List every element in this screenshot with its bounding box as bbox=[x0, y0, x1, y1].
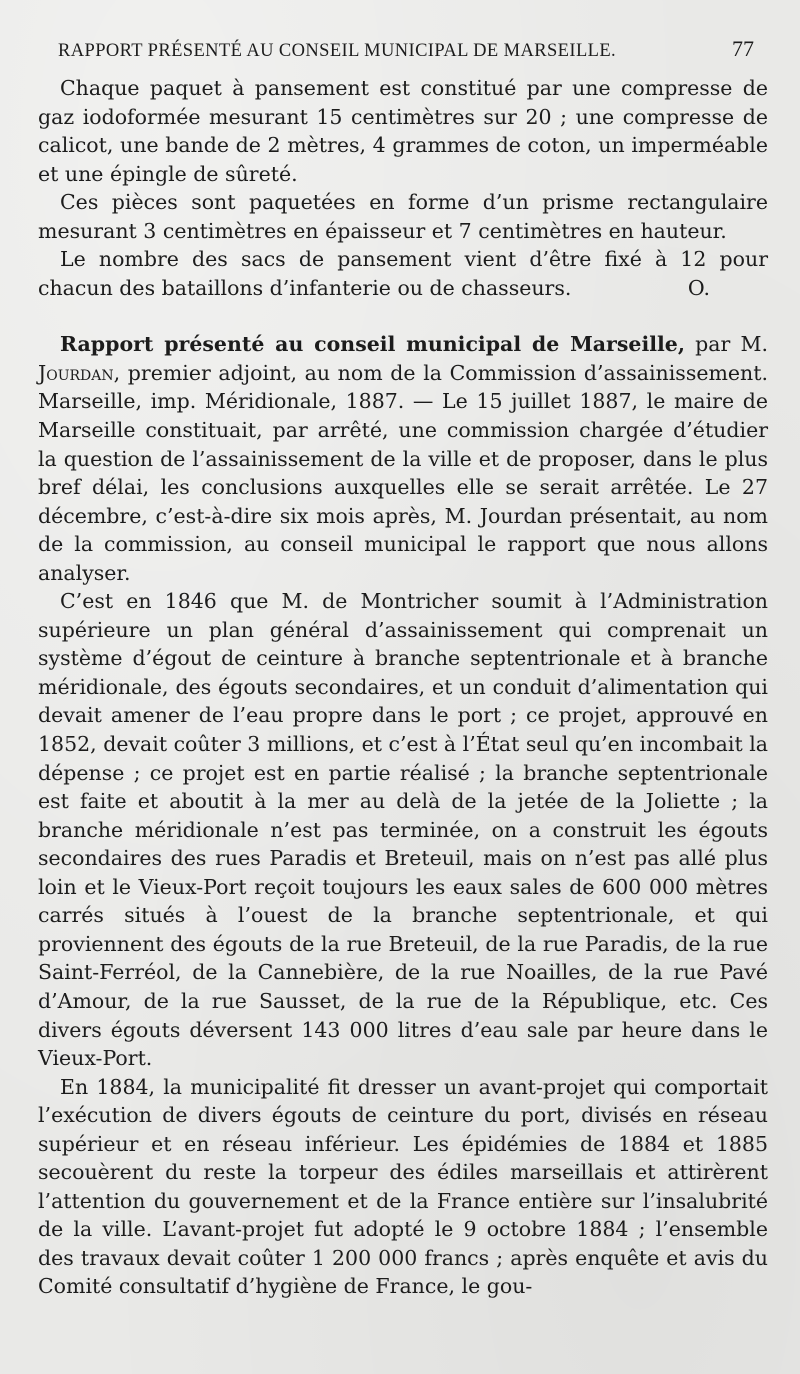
running-head bbox=[58, 36, 754, 66]
dressing-bags-text: Le nombre des sacs de pansement vient d’être fixé à 12 pour chacun des bataillons d’infanterie ou de chasseurs. bbox=[38, 247, 768, 300]
review-by: par M. bbox=[685, 332, 768, 357]
review-title: Rapport présenté au conseil municipal de Marseille, bbox=[60, 332, 685, 357]
paragraph-dressing-bags bbox=[38, 245, 768, 302]
paragraph-dressing-dimensions: Ces pièces sont paquetées en forme d’un prisme rectangulaire mesurant 3 centimètres en épaisseur et 7 centimètres en hauteur. bbox=[38, 190, 768, 243]
paragraph-montricher-plan: C’est en 1846 que M. de Montricher soumit à l’Administration supérieure un plan général d’assainissement qui comprenait un système d’égout de ceinture à branche septentrionale et à branche méridionale, des égouts secondaires, et un conduit d’alimentation qui devait amener de l’eau propre dans le port ; ce projet, approuvé en 1852, devait coûter 3 millions, et c’est à l’État seul qu’en incombait la dépense ; ce projet est en partie réalisé ; la branche septentrionale est faite et aboutit à la mer au delà de la jetée de la Joliette ; la branche méridionale n’est pas terminée, on a construit les égouts secondaires des rues Paradis et Breteuil, mais on n’est pas allé plus loin et le Vieux-Port reçoit toujours les eaux sales de 600 000 mètres carrés situés à l’ouest de la branche septentrionale, et qui proviennent des égouts de la rue Breteuil, de la rue Paradis, de la rue Saint-Ferréol, de la Cannebière, de la rue Noailles, de la rue Pavé d’Amour, de la rue Sausset, de la rue de la République, etc. Ces divers égouts déversent 143 000 litres d’eau sale par heure dans le Vieux-Port. bbox=[38, 589, 768, 1071]
paragraph-dressing-packet: Chaque paquet à pansement est constitué par une compresse de gaz iodoformée mesurant 15 centimètres sur 20 ; une compresse de calicot, une bande de 2 mètres, 4 grammes de coton, un imperméable et une épingle de sûreté. bbox=[38, 76, 768, 186]
paragraph-review-intro bbox=[38, 330, 768, 587]
author-signature: O. bbox=[687, 275, 710, 300]
running-title: RAPPORT PRÉSENTÉ AU CONSEIL MUNICIPAL DE MARSEILLE. bbox=[58, 41, 617, 61]
section-gap bbox=[38, 302, 768, 330]
page-number: 77 bbox=[732, 36, 754, 61]
review-author: Jourdan bbox=[38, 360, 114, 385]
review-rest: , premier adjoint, au nom de la Commission d’assainissement. Marseille, imp. Méridionale, 1887. — Le 15 juillet 1887, le maire de Marseille constituait, par arrêté, une commission chargée d’étudier la question de l’assainissement de la ville et de proposer, dans le plus bref délai, les conclusions auxquelles elle se serait arrêtée. Le 27 décembre, c’est-à-dire six mois après, M. Jourdan présentait, au nom de la commission, au conseil municipal le rapport que nous allons analyser. bbox=[38, 360, 768, 585]
body-text bbox=[38, 74, 768, 1301]
paragraph-avant-projet-1884: En 1884, la municipalité fit dresser un avant-projet qui comportait l’exécution de divers égouts de ceinture du port, divisés en réseau supérieur et en réseau inférieur. Les épidémies de 1884 et 1885 secouèrent du reste la torpeur des édiles marseillais et attirèrent l’attention du gouvernement et de la France entière sur l’insalubrité de la ville. L’avant-projet fut adopté le 9 octobre 1884 ; l’ensemble des travaux devait coûter 1 200 000 francs ; après enquête et avis du Comité consultatif d’hygiène de France, le gou- bbox=[38, 1074, 768, 1299]
